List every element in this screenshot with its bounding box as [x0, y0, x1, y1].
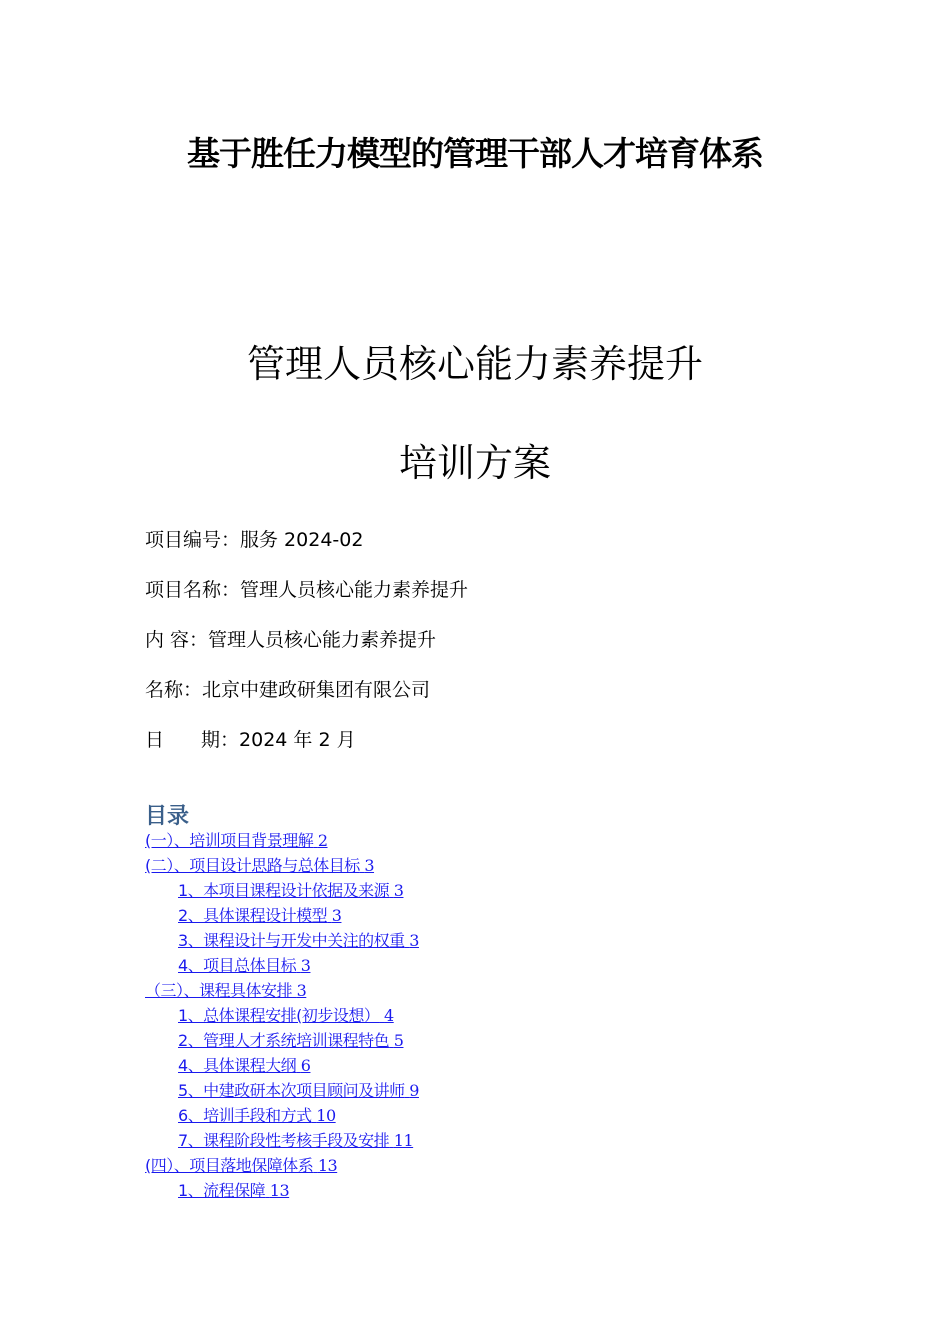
toc-page-number: 4 [384, 1006, 394, 1025]
toc-page-number: 9 [409, 1081, 419, 1100]
document-main-title: 基于胜任力模型的管理干部人才培育体系 [187, 134, 763, 173]
plan-title-line-2: 培训方案 [398, 441, 551, 485]
toc-item [0, 953, 950, 978]
info-project-number-value: 服务 2024-02 [240, 529, 364, 551]
toc-page-number: 13 [317, 1156, 338, 1175]
toc-link[interactable] [145, 831, 328, 850]
info-company-name-label: 名称： [145, 679, 203, 701]
toc-item [0, 878, 950, 903]
info-content [145, 628, 436, 652]
toc-title: 目录 [145, 803, 190, 829]
info-date-label-b: 期： [201, 729, 240, 751]
toc-page-number: 3 [364, 856, 375, 875]
toc-link-text: 2、具体课程设计模型 [178, 906, 328, 925]
toc-link-text: 3、课程设计与开发中关注的权重 [178, 931, 405, 950]
toc-link[interactable] [178, 931, 419, 950]
toc-link-text: 7、课程阶段性考核手段及安排 [178, 1131, 390, 1150]
toc-item [0, 1053, 950, 1078]
toc-link[interactable] [178, 1131, 413, 1150]
table-of-contents [0, 828, 950, 1203]
toc-page-number: 5 [393, 1031, 404, 1050]
toc-link[interactable] [178, 881, 403, 900]
toc-item [0, 1028, 950, 1053]
toc-item [0, 978, 950, 1003]
toc-item [0, 903, 950, 928]
toc-link-text: 5、中建政研本次项目顾问及讲师 [178, 1081, 405, 1100]
info-company-name [145, 678, 430, 702]
toc-page-number: 2 [317, 831, 328, 850]
toc-item [0, 853, 950, 878]
toc-item [0, 1078, 950, 1103]
toc-link-text: 1、流程保障 [178, 1181, 266, 1200]
info-company-name-value: 北京中建政研集团有限公司 [202, 679, 431, 701]
info-project-number-label: 项目编号： [145, 529, 241, 551]
toc-item [0, 1178, 950, 1203]
toc-link-text: 6、培训手段和方式 [178, 1106, 312, 1125]
info-content-value: 管理人员核心能力素养提升 [208, 629, 437, 651]
info-date-label-a: 日 [145, 729, 165, 751]
toc-link[interactable] [178, 1181, 289, 1200]
toc-page-number: 11 [393, 1131, 414, 1150]
toc-link[interactable] [145, 856, 374, 875]
toc-link-text: 4、项目总体目标 [178, 956, 297, 975]
toc-link-text: 2、管理人才系统培训课程特色 [178, 1031, 390, 1050]
info-date [145, 728, 356, 752]
toc-link[interactable] [178, 1031, 403, 1050]
toc-page-number: 3 [331, 906, 342, 925]
info-project-name-label: 项目名称： [145, 579, 241, 601]
toc-link[interactable] [145, 1156, 337, 1175]
info-project-name-value: 管理人员核心能力素养提升 [240, 579, 469, 601]
toc-page-number: 13 [269, 1181, 290, 1200]
toc-item [0, 1128, 950, 1153]
plan-title-line-1: 管理人员核心能力素养提升 [246, 342, 703, 386]
toc-link[interactable] [178, 1056, 310, 1075]
toc-link[interactable] [145, 981, 306, 1000]
toc-page-number: 10 [316, 1106, 336, 1125]
toc-link[interactable] [178, 1081, 419, 1100]
toc-link-text: (二）、项目设计思路与总体目标 [145, 856, 360, 875]
toc-link-text: 4、具体课程大纲 [178, 1056, 297, 1075]
info-project-name [145, 578, 468, 602]
toc-link[interactable] [178, 1006, 394, 1025]
toc-link-text: （三）、课程具体安排 [145, 981, 293, 1000]
toc-link[interactable] [178, 1106, 336, 1125]
toc-link-text: 1、总体课程安排(初步设想） [178, 1006, 380, 1025]
toc-link-text: (一）、培训项目背景理解 [145, 831, 314, 850]
toc-page-number: 6 [300, 1056, 311, 1075]
toc-link-text: (四）、项目落地保障体系 [145, 1156, 314, 1175]
toc-link[interactable] [178, 906, 341, 925]
toc-item [0, 1103, 950, 1128]
toc-item [0, 928, 950, 953]
toc-item [0, 1003, 950, 1028]
toc-page-number: 3 [296, 981, 307, 1000]
toc-page-number: 3 [409, 931, 419, 950]
toc-page-number: 3 [300, 956, 311, 975]
toc-item [0, 828, 950, 853]
toc-item [0, 1153, 950, 1178]
toc-link-text: 1、本项目课程设计依据及来源 [178, 881, 390, 900]
info-content-label: 内 容： [145, 629, 209, 651]
info-date-value: 2024 年 2 月 [239, 729, 356, 751]
toc-page-number: 3 [393, 881, 404, 900]
info-project-number [145, 528, 363, 552]
toc-link[interactable] [178, 956, 310, 975]
